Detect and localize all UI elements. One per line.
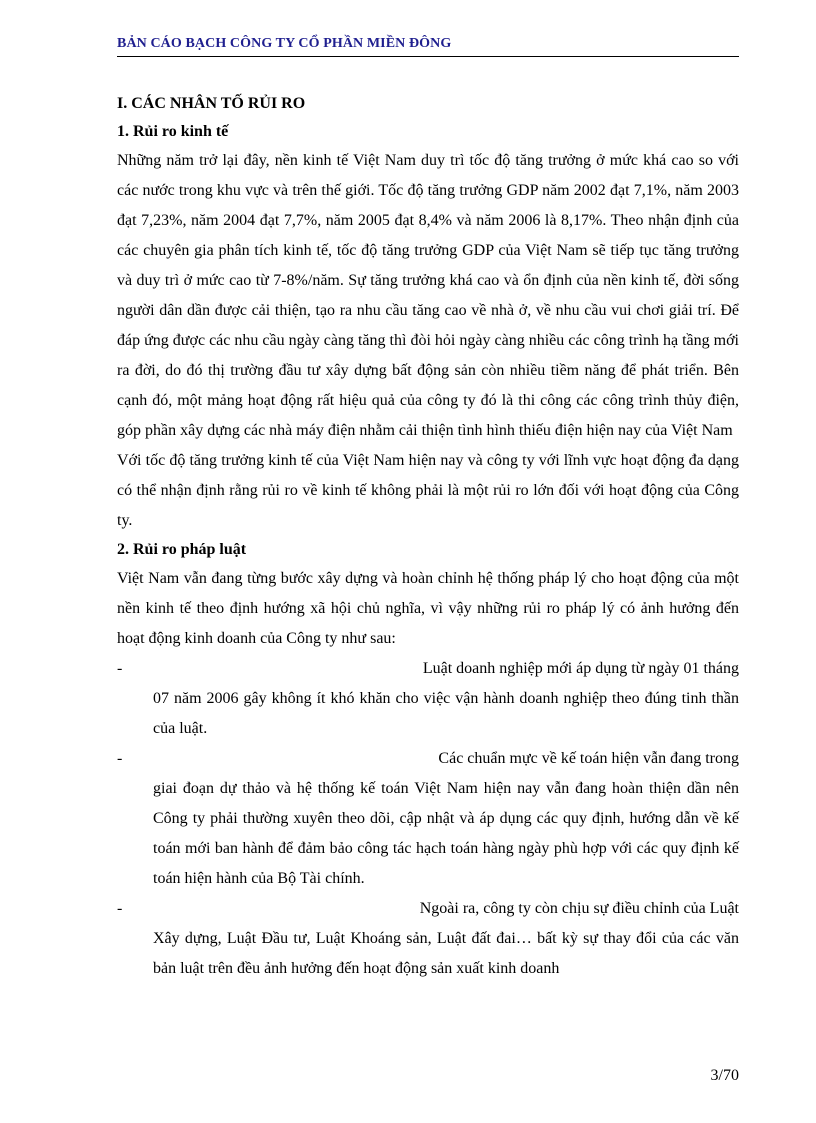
legal-risk-heading: 2. Rủi ro pháp luật — [117, 541, 247, 558]
page-header — [117, 36, 739, 57]
page-content — [117, 90, 739, 984]
list-dash: - — [117, 750, 123, 767]
list-item-first-line: Luật doanh nghiệp mới áp dụng từ ngày 01 tháng — [422, 660, 739, 677]
list-item-first-line: Các chuẩn mực về kế toán hiện vẫn đang trong — [438, 750, 739, 767]
header-divider — [117, 56, 739, 57]
document-title: BẢN CÁO BẠCH CÔNG TY CỔ PHẦN MIỀN ĐÔNG — [117, 36, 452, 51]
economic-risk-heading: 1. Rủi ro kinh tế — [117, 123, 229, 140]
economic-risk-paragraph-1: Những năm trở lại đây, nền kinh tế Việt Nam duy trì tốc độ tăng trưởng ở mức khá cao so với các nước trong khu vực và trên thế giới. Tốc độ tăng trưởng GDP năm 2002 đạt 7,1%, năm 2003 đạt 7,23%, năm 2004 đạt 7,7%, năm 2005 đạt 8,4% và năm 2006 là 8,17%. Theo nhận định của các chuyên gia phân tích kinh tế, tốc độ tăng trưởng GDP của Việt Nam sẽ tiếp tục tăng trưởng và duy trì ở mức cao từ 7-8%/năm. Sự tăng trưởng khá cao và ổn định của nền kinh tế, đời sống người dân dần được cải thiện, tạo ra nhu cầu tăng cao về nhà ở, về nhu cầu vui chơi giải trí. Để đáp ứng được các nhu cầu ngày càng tăng thì đòi hỏi ngày càng nhiều các công trình hạ tầng mới ra đời, do đó thị trường đầu tư xây dựng bất động sản còn nhiều tiềm năng để phát triển. Bên cạnh đó, một mảng hoạt động rất hiệu quả của công ty đó là thi công các công trình thủy điện, góp phần xây dựng các nhà máy điện nhằm cải thiện tình hình thiếu điện hiện nay của Việt Nam — [117, 152, 739, 439]
page-number: 3/70 — [710, 1067, 739, 1084]
list-dash: - — [117, 660, 123, 677]
legal-risk-intro: Việt Nam vẫn đang từng bước xây dựng và hoàn chỉnh hệ thống pháp lý cho hoạt động của một nền kinh tế theo định hướng xã hội chủ nghĩa, vì vậy những rủi ro pháp lý có ảnh hưởng đến hoạt động kinh doanh của Công ty như sau: — [117, 570, 739, 647]
list-item-first-line: Ngoài ra, công ty còn chịu sự điều chỉnh của Luật — [419, 900, 739, 917]
list-dash: - — [117, 900, 123, 917]
list-item — [117, 894, 739, 984]
section-title: I. CÁC NHÂN TỐ RỦI RO — [117, 95, 306, 112]
list-item-text: Xây dựng, Luật Đầu tư, Luật Khoáng sản, Luật đất đai… bất kỳ sự thay đổi của các văn bản luật trên đều ảnh hưởng đến hoạt động sản xuất kinh doanh — [153, 930, 739, 977]
list-item — [117, 744, 739, 894]
economic-risk-paragraph-2: Với tốc độ tăng trưởng kinh tế của Việt Nam hiện nay và công ty với lĩnh vực hoạt động đa dạng có thể nhận định rằng rủi ro về kinh tế không phải là một rủi ro lớn đối với hoạt động của Công ty. — [117, 452, 739, 529]
list-item-text: giai đoạn dự thảo và hệ thống kế toán Việt Nam hiện nay vẫn đang hoàn thiện dần nên Công ty phải thường xuyên theo dõi, cập nhật và áp dụng các quy định, hướng dẫn về kế toán mới ban hành để đảm bảo công tác hạch toán hàng ngày phù hợp với các quy định kế toán hiện hành của Bộ Tài chính. — [153, 780, 739, 887]
list-item — [117, 654, 739, 744]
legal-risk-list — [117, 654, 739, 984]
list-item-text: 07 năm 2006 gây không ít khó khăn cho việc vận hành doanh nghiệp theo đúng tinh thần của luật. — [153, 690, 739, 737]
